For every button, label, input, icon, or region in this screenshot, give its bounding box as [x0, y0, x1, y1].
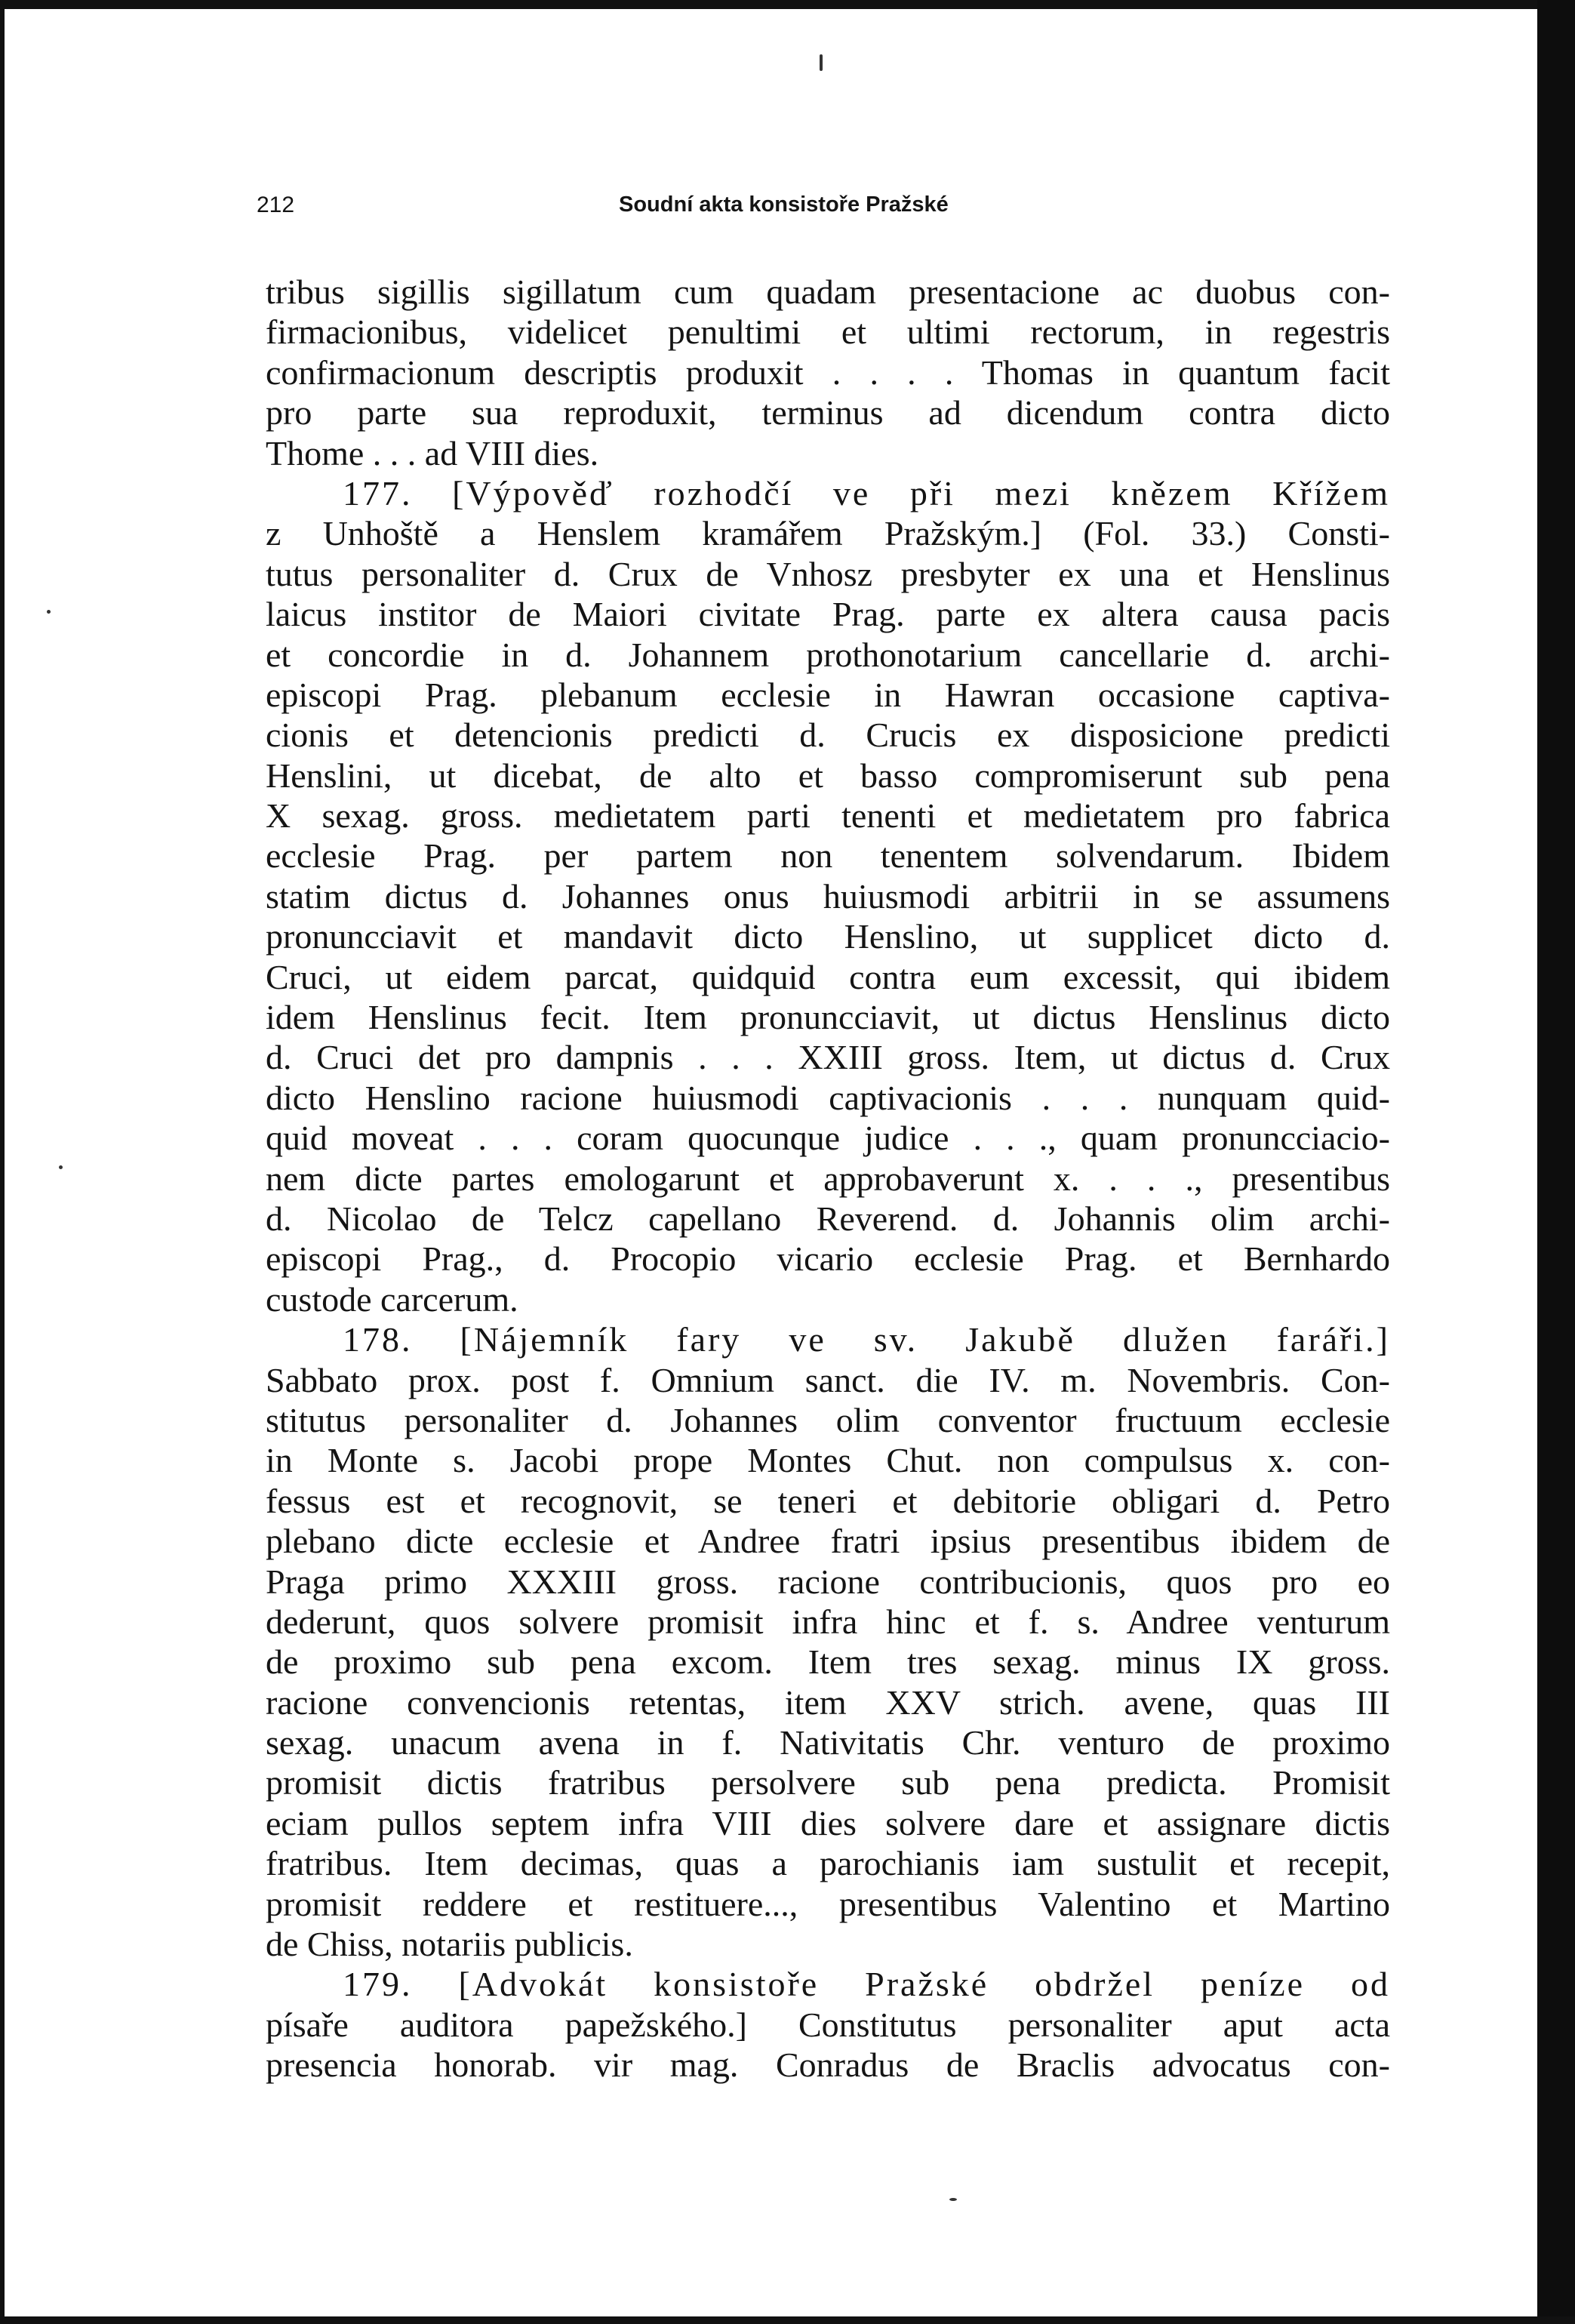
entry-177-heading: 177. [Výpověď rozhodčí ve při mezi knězem Křížem: [343, 473, 1390, 513]
text-body: [266, 272, 1390, 2085]
scan-border-right: [1537, 0, 1575, 2324]
scan-border-bottom: [0, 2316, 1575, 2324]
text-line: Thome . . . ad VIII dies.: [266, 433, 599, 472]
text-line: dederunt, quos solvere promisit infra hinc et f. s. Andree venturum: [266, 1602, 1390, 1641]
text-line: custode carcerum.: [266, 1279, 518, 1319]
text-line: X sexag. gross. medietatem parti tenenti et medietatem pro fabrica: [266, 796, 1390, 836]
text-line: et concordie in d. Johannem prothonotarium cancellarie d. archi-: [266, 635, 1390, 674]
text-line: pronuncciavit et mandavit dicto Henslino, ut supplicet dicto d.: [266, 917, 1390, 956]
scan-border-top: [0, 0, 1575, 9]
text-line: firmacionibus, videlicet penultimi et ultimi rectorum, in regestris: [266, 312, 1390, 352]
text-line: de proximo sub pena excom. Item tres sexag. minus IX gross.: [266, 1642, 1390, 1682]
text-line: tribus sigillis sigillatum cum quadam presentacione ac duobus con-: [266, 272, 1390, 311]
text-line: episcopi Prag., d. Procopio vicario ecclesie Prag. et Bernhardo: [266, 1239, 1390, 1279]
text-line: pro parte sua reproduxit, terminus ad dicendum contra dicto: [266, 393, 1390, 432]
text-line: sexag. unacum avena in f. Nativitatis Chr. venturo de proximo: [266, 1723, 1390, 1762]
running-title: Soudní akta konsistoře Pražské: [619, 192, 949, 217]
text-line: promisit dictis fratribus persolvere sub pena predicta. Promisit: [266, 1763, 1390, 1802]
text-line: Sabbato prox. post f. Omnium sanct. die IV. m. Novembris. Con-: [266, 1360, 1390, 1399]
scan-border-left: [0, 0, 5, 2324]
scan-speck: [47, 610, 51, 614]
scan-speck: [949, 2198, 957, 2201]
text-line: episcopi Prag. plebanum ecclesie in Hawran occasione captiva-: [266, 675, 1390, 714]
text-line: d. Nicolao de Telcz capellano Reverend. d. Johannis olim archi-: [266, 1199, 1390, 1238]
text-line: d. Cruci det pro dampnis . . . XXIII gross. Item, ut dictus d. Crux: [266, 1038, 1390, 1077]
text-line: stitutus personaliter d. Johannes olim conventor fructuum ecclesie: [266, 1400, 1390, 1439]
text-line: statim dictus d. Johannes onus huiusmodi arbitrii in se assumens: [266, 876, 1390, 916]
text-line: promisit reddere et restituere..., presentibus Valentino et Martino: [266, 1884, 1390, 1923]
text-line: z Unhoště a Henslem kramářem Pražským.] (Fol. 33.) Consti-: [266, 514, 1390, 553]
text-line: dicto Henslino racione huiusmodi captivacionis . . . nunquam quid-: [266, 1078, 1390, 1117]
text-line: laicus institor de Maiori civitate Prag. parte ex altera causa pacis: [266, 595, 1390, 634]
scan-speck: [59, 1165, 63, 1169]
text-line: confirmacionum descriptis produxit . . . . Thomas in quantum facit: [266, 352, 1390, 392]
text-line: cionis et detencionis predicti d. Crucis ex disposicione predicti: [266, 716, 1390, 755]
text-line: plebano dicte ecclesie et Andree fratri ipsius presentibus ibidem de: [266, 1522, 1390, 1561]
text-line: ecclesie Prag. per partem non tenentem solvendarum. Ibidem: [266, 836, 1390, 876]
text-line: písaře auditora papežského.] Constitutus personaliter aput acta: [266, 2005, 1390, 2044]
text-line: racione convencionis retentas, item XXV strich. avene, quas III: [266, 1682, 1390, 1722]
text-line: presencia honorab. vir mag. Conradus de Braclis advocatus con-: [266, 2045, 1390, 2085]
scan-speck: [820, 54, 823, 71]
entry-179-heading: 179. [Advokát konsistoře Pražské obdržel peníze od: [343, 1965, 1390, 2004]
text-line: eciam pullos septem infra VIII dies solvere dare et assignare dictis: [266, 1803, 1390, 1842]
text-line: tutus personaliter d. Crux de Vnhosz presbyter ex una et Henslinus: [266, 554, 1390, 593]
text-line: idem Henslinus fecit. Item pronuncciavit, ut dictus Henslinus dicto: [266, 998, 1390, 1037]
text-line: Cruci, ut eidem parcat, quidquid contra eum excessit, qui ibidem: [266, 957, 1390, 996]
text-line: quid moveat . . . coram quocunque judice . . ., quam pronuncciacio-: [266, 1119, 1390, 1158]
text-line: Praga primo XXXIII gross. racione contribucionis, quos pro eo: [266, 1562, 1390, 1601]
text-line: in Monte s. Jacobi prope Montes Chut. non compulsus x. con-: [266, 1441, 1390, 1480]
text-line: de Chiss, notariis publicis.: [266, 1925, 633, 1964]
entry-178-heading: 178. [Nájemník fary ve sv. Jakubě dlužen faráři.]: [343, 1320, 1390, 1359]
text-line: nem dicte partes emologarunt et approbaverunt x. . . ., presentibus: [266, 1159, 1390, 1198]
text-line: fessus est et recognovit, se teneri et debitorie obligari d. Petro: [266, 1481, 1390, 1520]
page-number: 212: [257, 192, 295, 217]
text-line: Henslini, ut dicebat, de alto et basso compromiserunt sub pena: [266, 756, 1390, 795]
text-line: fratribus. Item decimas, quas a parochianis iam sustulit et recepit,: [266, 1844, 1390, 1883]
